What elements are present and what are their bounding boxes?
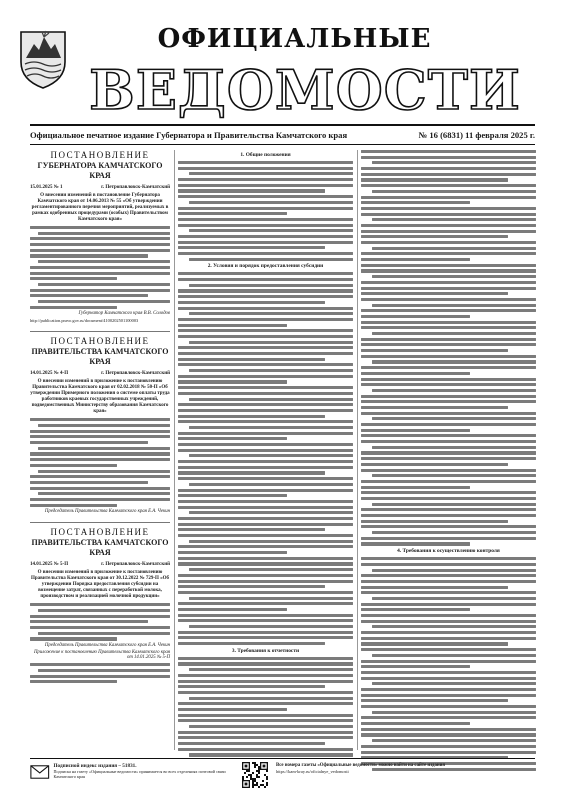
masthead-rule-bottom (30, 144, 535, 145)
document-body (30, 603, 170, 640)
document-date: 14.01.2025 № 5-П (30, 562, 69, 568)
masthead-subtitle-bar (30, 127, 535, 143)
subscription-info (30, 763, 235, 789)
subscription-note: Подписка на газету «Официальные ведомости» принимается во всех отделениях почтовой связи Камчатского края (53, 769, 226, 779)
document-subject: О внесении изменений в постановление Губернатора Камчатского края от 14.06.2013 № 55 «Об утверждении регламентированного перечня мероприятий, реализуемых в рамках одобренных процедурами (особых) Правительством Камчатского края» (31, 193, 169, 222)
document-body (30, 226, 170, 309)
section-heading: 2. Условия и порядок предоставления субсидии (207, 263, 324, 270)
russian-post-icon (30, 763, 50, 781)
column-divider (357, 150, 358, 750)
masthead (0, 0, 565, 140)
document-subject: О внесении изменений в приложение к постановлению Правительства Камчатского края от 30.12.2022 № 729-П «Об утверждении Порядка предоставления субсидии на возмещение затрат, связанных с переработкой молока, производством и реализацией молочной продукции» (30, 570, 170, 600)
document-place: г. Петропавловск-Камчатский (101, 185, 170, 190)
document-body (30, 418, 170, 506)
document-appendix-note: Приложение к постановлению Правительства Камчатского края от 14.01.2025 № 5-П (33, 650, 170, 661)
document-source-link[interactable]: http://publication.pravo.gov.ru/document/4100202501100003 (30, 318, 139, 324)
archive-info (276, 763, 535, 774)
kamchatka-coat-of-arms-icon (18, 28, 68, 90)
document-meta (30, 562, 170, 567)
document-heading: ПОСТАНОВЛЕНИЕ (50, 527, 150, 538)
qr-code-icon[interactable] (242, 762, 268, 788)
document-heading: ПОСТАНОВЛЕНИЕ (50, 150, 150, 160)
section-body (361, 150, 536, 546)
document-place: г. Петропавловск-Камчатский (101, 371, 170, 377)
right-column (361, 150, 536, 758)
section-body (361, 557, 536, 771)
document-issuer: ПРАВИТЕЛЬСТВА КАМЧАТСКОГО КРАЯ (31, 347, 169, 367)
publication-subtitle: Официальное печатное издание Губернатора и Правительства Камчатского края (30, 130, 348, 140)
section-heading: 3. Требования к отчетности (231, 647, 300, 654)
document-place: г. Петропавловск-Камчатский (101, 562, 170, 568)
page-footer (30, 758, 535, 792)
section-heading: 1. Общие положения (240, 152, 291, 158)
masthead-rule (30, 124, 535, 126)
document-issuer: ГУБЕРНАТОРА КАМЧАТСКОГО КРАЯ (37, 161, 163, 180)
section-body (178, 272, 353, 645)
document-meta (30, 371, 170, 376)
left-column (30, 150, 170, 750)
column-divider (174, 150, 175, 750)
document-government-decree-5p (30, 527, 170, 683)
masthead-title-top: ОФИЦИАЛЬНЫЕ (157, 24, 432, 54)
document-subject: О внесении изменений в приложение к постановлению Правительства Камчатского края от 02.02.2018 № 50-П «Об утверждении Примерного положения о системе оплаты труда работников краевых государственных учреждений, подведомственных Министерству образования Камчатского края» (30, 379, 170, 415)
document-heading: ПОСТАНОВЛЕНИЕ (50, 336, 150, 347)
masthead-title-main: ВЕДОМОСТИ (89, 58, 521, 122)
document-meta (30, 185, 170, 190)
document-body-continued (30, 663, 170, 683)
archive-heading: Все номера газеты «Официальные ведомости» можно найти на сайте издания (276, 763, 445, 768)
archive-link[interactable]: https://kam-kray.ru/oficialnye_vedomosti (276, 768, 349, 774)
divider (30, 331, 170, 332)
section-body (178, 657, 353, 757)
divider (30, 522, 170, 523)
document-signature: Губернатор Камчатского края В.В. Солодов (78, 311, 170, 317)
document-signature: Председатель Правительства Камчатского края Е.А. Чекин (44, 509, 170, 515)
document-issuer: ПРАВИТЕЛЬСТВА КАМЧАТСКОГО КРАЯ (31, 538, 169, 558)
middle-column (178, 150, 353, 758)
subscription-index: Подписной индекс издания – 51831. (53, 763, 137, 769)
section-heading: 4. Требования к осуществлению контроля (397, 548, 500, 555)
issue-number: № 16 (6831) 11 февраля 2025 г. (418, 130, 535, 140)
document-date: 15.01.2025 № 1 (30, 185, 63, 190)
document-government-decree-4p (30, 336, 170, 514)
document-governor-decree (30, 150, 170, 323)
document-signature: Председатель Правительства Камчатского края Е.А. Чекин (44, 643, 170, 649)
section-body (178, 161, 353, 261)
document-date: 14.01.2025 № 4-П (30, 371, 69, 377)
